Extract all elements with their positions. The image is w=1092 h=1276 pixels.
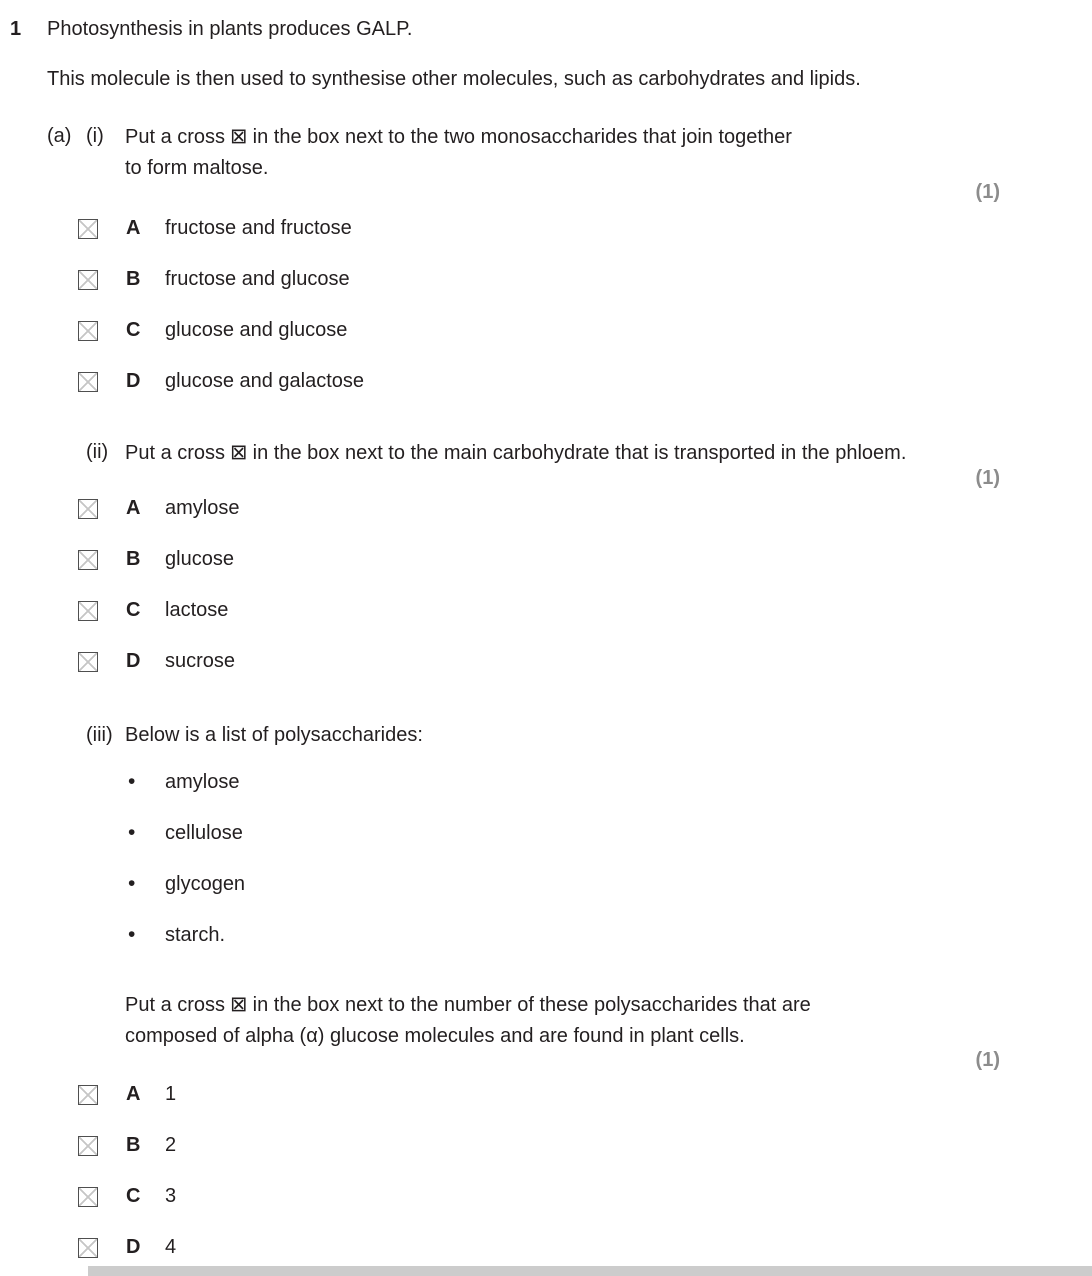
option-letter: B	[126, 268, 141, 290]
option-row	[0, 368, 1092, 395]
option-letter: B	[126, 1134, 141, 1156]
option-letter: D	[126, 1236, 141, 1258]
option-text: 2	[165, 1134, 177, 1156]
option-text: glucose	[165, 548, 234, 570]
page-edge-strip	[88, 1266, 1092, 1276]
list-item-text: amylose	[165, 771, 240, 793]
question-number: 1	[10, 18, 22, 40]
option-row	[0, 597, 1092, 624]
part-ii-prompt-line1	[125, 437, 906, 469]
option-letter: B	[126, 548, 141, 570]
part-i-prompt-line2: to form maltose.	[125, 157, 269, 179]
option-text: lactose	[165, 599, 229, 621]
option-row	[0, 1132, 1092, 1159]
answer-checkbox[interactable]	[78, 270, 98, 290]
part-a-label: (a)	[47, 125, 72, 147]
part-iii-prompt	[125, 989, 811, 1052]
part-iii-prompt-line2: composed of alpha (α) glucose molecules and are found in plant cells.	[125, 1025, 745, 1047]
option-letter: D	[126, 650, 141, 672]
question-intro-line2: This molecule is then used to synthesise other molecules, such as carbohydrates and lipids.	[47, 68, 861, 90]
prompt-text-rest: in the box next to the number of these polysaccharides that are	[252, 994, 811, 1016]
part-i-prompt	[125, 121, 792, 184]
option-row	[0, 1234, 1092, 1261]
answer-checkbox[interactable]	[78, 372, 98, 392]
option-row	[0, 1183, 1092, 1210]
answer-checkbox[interactable]	[78, 499, 98, 519]
option-text: fructose and fructose	[165, 217, 352, 239]
list-item	[128, 770, 239, 794]
option-letter: D	[126, 370, 141, 392]
answer-checkbox[interactable]	[78, 321, 98, 341]
part-i-label: (i)	[86, 125, 104, 147]
part-i-prompt-line1	[125, 121, 792, 153]
answer-checkbox[interactable]	[78, 219, 98, 239]
part-ii-prompt	[125, 437, 906, 469]
question-intro-line1: Photosynthesis in plants produces GALP.	[47, 18, 413, 40]
prompt-text-pre: Put a cross	[125, 994, 226, 1016]
prompt-text-pre: Put a cross	[125, 126, 226, 148]
option-row	[0, 495, 1092, 522]
prompt-text-rest: in the box next to the main carbohydrate that is transported in the phloem.	[252, 442, 907, 464]
option-letter: C	[126, 1185, 141, 1207]
part-ii-label: (ii)	[86, 441, 109, 463]
option-row	[0, 546, 1092, 573]
answer-checkbox[interactable]	[78, 1187, 98, 1207]
part-iii-prompt-line1	[125, 989, 811, 1021]
prompt-text-pre: Put a cross	[125, 442, 226, 464]
marks-part-i: (1)	[975, 181, 1000, 203]
option-letter: C	[126, 599, 141, 621]
bullet-icon: •	[128, 770, 136, 793]
marks-part-ii: (1)	[975, 467, 1000, 489]
option-letter: A	[126, 1083, 141, 1105]
answer-checkbox[interactable]	[78, 652, 98, 672]
part-a-ii-header	[86, 437, 906, 469]
part-a-iii-header	[86, 720, 423, 751]
option-text: glucose and galactose	[165, 370, 365, 392]
bullet-icon: •	[128, 923, 136, 946]
answer-checkbox[interactable]	[78, 1238, 98, 1258]
option-text: 3	[165, 1185, 177, 1207]
list-item-text: starch.	[165, 924, 226, 946]
option-row	[0, 215, 1092, 242]
list-item-text: glycogen	[165, 873, 246, 895]
option-row	[0, 266, 1092, 293]
option-text: 1	[165, 1083, 177, 1105]
option-text: fructose and glucose	[165, 268, 350, 290]
part-a-i-header	[47, 121, 792, 184]
prompt-text-rest: in the box next to the two monosaccharides that join together	[252, 126, 792, 148]
option-letter: C	[126, 319, 141, 341]
list-item	[128, 821, 243, 845]
list-item	[128, 923, 225, 947]
answer-checkbox[interactable]	[78, 1085, 98, 1105]
cross-symbol-icon: ⊠	[230, 440, 248, 464]
option-row	[0, 648, 1092, 675]
option-text: glucose and glucose	[165, 319, 348, 341]
list-item-text: cellulose	[165, 822, 243, 844]
answer-checkbox[interactable]	[78, 1136, 98, 1156]
option-text: 4	[165, 1236, 177, 1258]
option-text: amylose	[165, 497, 240, 519]
bullet-icon: •	[128, 872, 136, 895]
option-letter: A	[126, 497, 141, 519]
part-iii-label: (iii)	[86, 724, 113, 746]
option-row	[0, 1081, 1092, 1108]
answer-checkbox[interactable]	[78, 601, 98, 621]
answer-checkbox[interactable]	[78, 550, 98, 570]
option-row	[0, 317, 1092, 344]
cross-symbol-icon: ⊠	[230, 124, 248, 148]
option-letter: A	[126, 217, 141, 239]
option-text: sucrose	[165, 650, 236, 672]
bullet-icon: •	[128, 821, 136, 844]
list-item	[128, 872, 245, 896]
marks-part-iii: (1)	[975, 1049, 1000, 1071]
cross-symbol-icon: ⊠	[230, 992, 248, 1016]
part-iii-intro: Below is a list of polysaccharides:	[125, 724, 423, 746]
